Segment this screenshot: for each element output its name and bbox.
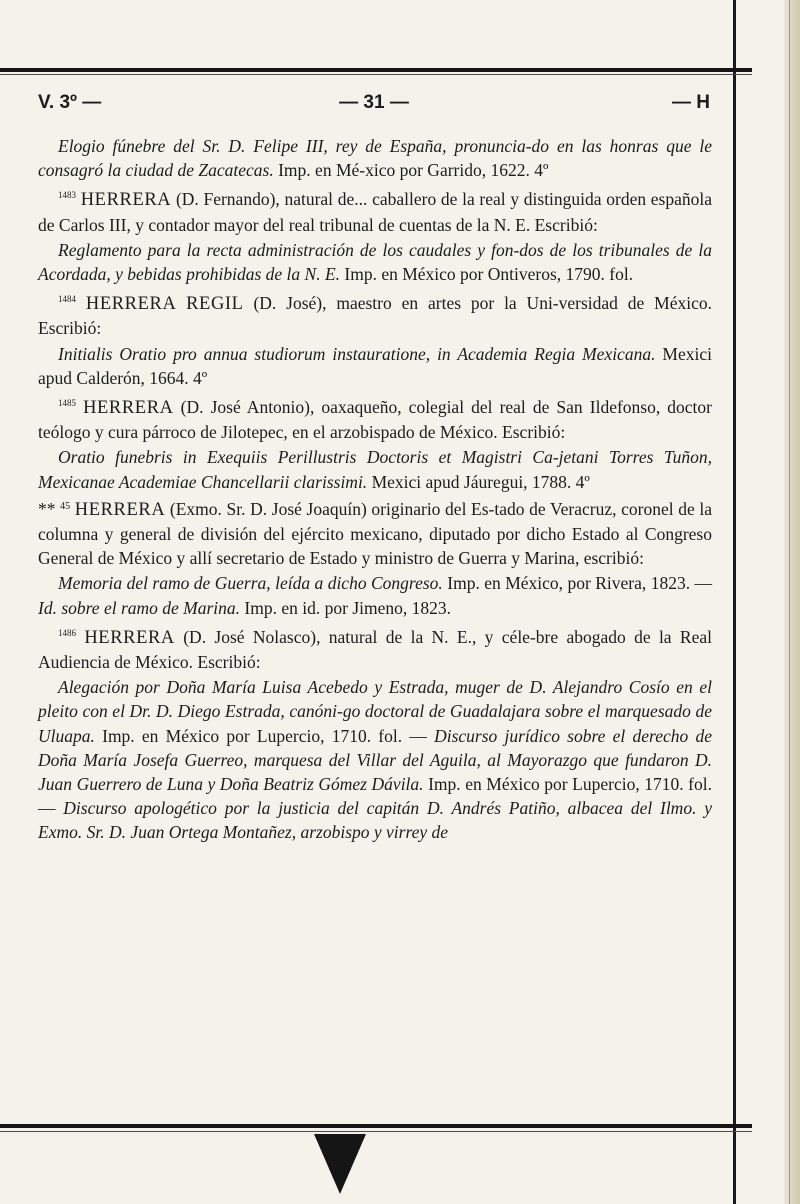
entry-1484-works: [38, 342, 712, 390]
work-imprint: Imp. en México por Ontiveros, 1790. fol.: [340, 264, 634, 285]
work-imprint: Mexici apud Jáuregui, 1788. 4º: [367, 471, 590, 492]
entry-1486: [38, 621, 712, 674]
work-title: Reglamento para la recta administración de los caudales y fon-dos de los tribunales de la Acordada, y bebidas prohibidas de la N. E.: [38, 239, 712, 285]
work-imprint: Imp. en id. por Jimeno, 1823.: [240, 597, 451, 618]
entry-description: (Exmo. Sr. D. José Joaquín) originario del Es-tado de Veracruz, coronel de la columna y general de división del ejército mexicano, diputado por dicho Estado al Congreso General de México y allí secretario de Estado y ministro de Guerra y Marina, escribió:: [38, 498, 713, 569]
entry-prefix: **: [38, 498, 61, 519]
page-number: — 31 —: [339, 92, 409, 113]
work-imprint: Imp. en México por Lupercio, 1710. fol. —: [38, 774, 712, 819]
top-rule-thin: [0, 74, 752, 75]
header-volume: V. 3º —: [38, 92, 102, 113]
work-title: Discurso jurídico sobre el derecho de Doña María Josefa Guerreo, marquesa del Villar del Aguila, al Mayorazgo que fundaron D. Juan Guerrero de Luna y Doña Beatriz Gómez Dávila.: [38, 725, 712, 795]
bottom-triangle-mark: [314, 1134, 366, 1194]
work-imprint: Imp. en Mé-xico por Garrido, 1622. 4º: [273, 160, 549, 181]
entry-name: HERRERA: [84, 627, 175, 648]
entry-number: 1486: [58, 627, 76, 638]
top-rule: [0, 68, 752, 72]
entry-description: (D. Fernando), natural de... caballero de la real y distinguida orden española de Carlos III, y contador mayor del real tribunal de cuentas de la N. E. Escribió:: [38, 189, 712, 235]
entry-description: (D. José), maestro en artes por la Uni-versidad de México. Escribió:: [38, 293, 712, 339]
right-vertical-rule: [733, 0, 736, 1204]
entry-description: (D. José Antonio), oaxaqueño, colegial del real de San Ildefonso, doctor teólogo y cura párroco de Jilotepec, en el arzobispado de México. Escribió:: [38, 397, 712, 443]
work-title: Id. sobre el ramo de Marina.: [38, 597, 241, 618]
entry-1485-works: [38, 445, 712, 493]
intro-entry: [38, 134, 712, 182]
page-edge: [784, 0, 800, 1204]
entry-description: (D. José Nolasco), natural de la N. E., y céle-bre abogado de la Real Audiencia de México. Escribió:: [38, 626, 712, 673]
entry-1485: [38, 391, 712, 444]
entry-45-works: [38, 571, 712, 619]
entry-1486-works: [38, 675, 712, 844]
entry-1484: [38, 287, 712, 340]
work-title: Initialis Oratio pro annua studiorum instauratione, in Academia Regia Mexicana.: [58, 343, 656, 364]
entry-number: 1485: [58, 398, 76, 409]
entry-name: HERRERA: [83, 398, 174, 419]
header-letter: — H: [672, 92, 710, 113]
entry-number: 1484: [58, 294, 76, 305]
work-title: Elogio fúnebre del Sr. D. Felipe III, rey de España, pronuncia-do en las honras que le consagró la ciudad de Zacatecas.: [38, 136, 712, 181]
entry-name: HERRERA REGIL: [85, 294, 244, 315]
work-title: Oratio funebris in Exequiis Perillustris Doctoris et Magistri Ca-jetani Torres Tuñon, Mexicanae Academiae Chancellarii clarissimi.: [38, 447, 712, 492]
entry-number: 45: [60, 500, 71, 512]
work-imprint: Imp. en México por Lupercio, 1710. fol. —: [94, 725, 435, 746]
entry-name: HERRERA: [80, 190, 172, 211]
work-imprint: Mexici apud Calderón, 1664. 4º: [38, 343, 712, 388]
entry-name: HERRERA: [74, 499, 166, 520]
bottom-rule: [0, 1124, 752, 1128]
entry-1483-works: [38, 238, 712, 286]
page-edge-line: [789, 0, 790, 1204]
entry-number: 1483: [58, 190, 76, 201]
work-title: Discurso apologético por la justicia del capitán D. Andrés Patiño, albacea del Ilmo. y Exmo. Sr. D. Juan Ortega Montañez, arzobispo y virrey de: [38, 798, 713, 843]
work-title: Alegación por Doña María Luisa Acebedo y Estrada, muger de D. Alejandro Cosío en el pleito con el Dr. D. Diego Estrada, canóni-go doctoral de Guadalajara sobre el marquesado de Uluapa.: [38, 677, 712, 746]
entry-45: [38, 495, 712, 571]
bottom-rule-thin: [0, 1131, 752, 1132]
entry-1483: [38, 183, 712, 236]
running-header: [38, 92, 710, 122]
work-title: Memoria del ramo de Guerra, leída a dicho Congreso.: [58, 573, 443, 594]
body-text: [38, 134, 712, 846]
work-imprint: Imp. en México, por Rivera, 1823. —: [442, 573, 713, 594]
